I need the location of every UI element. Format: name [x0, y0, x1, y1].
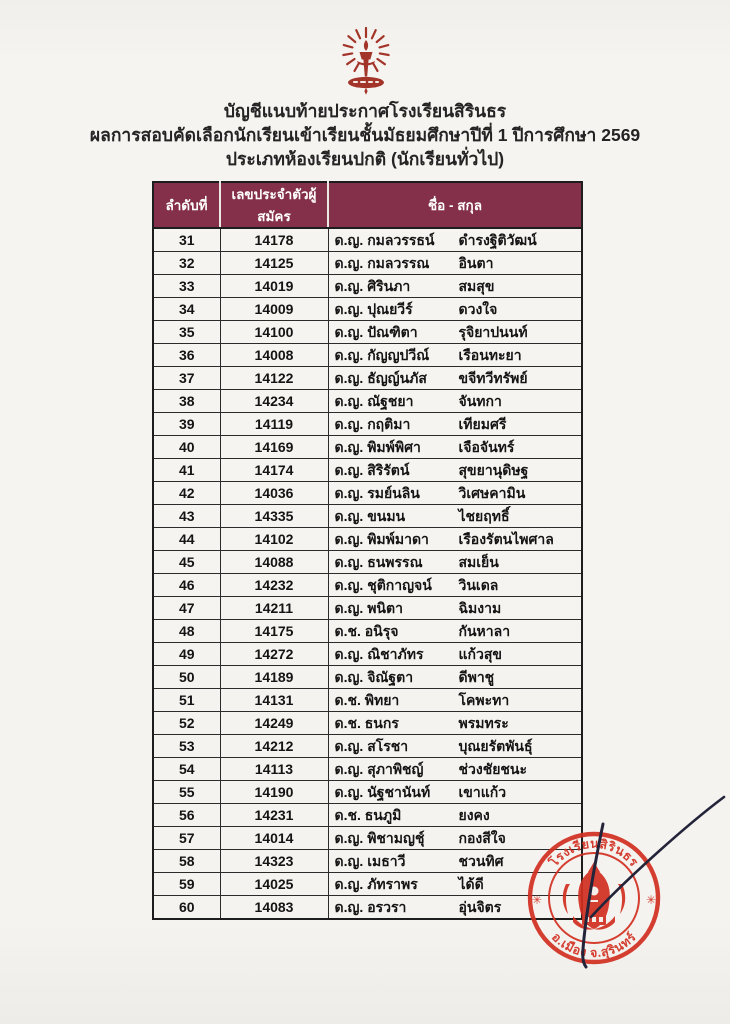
applicant-id-cell: 14113 [220, 758, 328, 781]
surname: สุขยานุดิษฐ [458, 462, 529, 478]
surname: กันหาลา [458, 623, 511, 639]
applicant-id-cell: 14008 [220, 344, 328, 367]
surname: ดีพาชู [458, 669, 495, 685]
applicant-id-cell: 14175 [220, 620, 328, 643]
given-name: ด.ญ. พนิตา [334, 600, 403, 616]
given-name: ด.ญ. เมธาวี [334, 853, 406, 869]
title-line-3: ประเภทห้องเรียนปกติ (นักเรียนทั่วไป) [225, 149, 505, 169]
applicant-id-cell: 14019 [220, 275, 328, 298]
name-cell [328, 597, 582, 620]
applicant-id-cell: 14249 [220, 712, 328, 735]
school-seal-stamp [495, 788, 730, 1016]
row-number-cell: 35 [153, 321, 220, 344]
name-cell [328, 367, 582, 390]
row-number-cell: 36 [153, 344, 220, 367]
row-number-cell: 45 [153, 551, 220, 574]
name-cell [328, 712, 582, 735]
surname: เรือนทะยา [458, 347, 522, 363]
applicant-id-cell: 14234 [220, 390, 328, 413]
row-number-cell: 32 [153, 252, 220, 275]
applicant-id-cell: 14212 [220, 735, 328, 758]
row-number-cell: 41 [153, 459, 220, 482]
name-cell [328, 436, 582, 459]
given-name: ด.ญ. ปุณยวีร์ [334, 301, 413, 317]
row-number-cell: 55 [153, 781, 220, 804]
applicant-id-cell: 14125 [220, 252, 328, 275]
given-name: ด.ญ. กฤติมา [334, 416, 411, 432]
school-logo-icon [324, 24, 408, 106]
surname: รุจิยาปนนท์ [458, 324, 528, 340]
surname: เรืองรัตนไพศาล [458, 531, 554, 547]
applicant-id-cell: 14190 [220, 781, 328, 804]
table-row [153, 413, 582, 436]
row-number-cell: 51 [153, 689, 220, 712]
row-number-cell: 34 [153, 298, 220, 321]
given-name: ด.ช. อนิรุจ [334, 623, 399, 639]
surname: ขจีทวีทรัพย์ [458, 370, 528, 386]
surname: กองสีใจ [458, 830, 506, 846]
stamp-right-star-icon: ✳ [645, 893, 657, 907]
applicant-id-cell: 14083 [220, 896, 328, 920]
given-name: ด.ญ. พิมพ์พิศา [334, 439, 421, 455]
applicant-id-cell: 14335 [220, 505, 328, 528]
name-cell [328, 735, 582, 758]
table-row [153, 367, 582, 390]
row-number-cell: 37 [153, 367, 220, 390]
title-line-1: บัญชีแนบท้ายประกาศโรงเรียนสิรินธร [223, 101, 507, 121]
surname: สมเย็น [458, 554, 499, 570]
given-name: ด.ญ. ธัญญ์นภัส [334, 370, 427, 386]
row-number-cell: 59 [153, 873, 220, 896]
table-row [153, 620, 582, 643]
name-cell [328, 344, 582, 367]
table-row [153, 275, 582, 298]
row-number-cell: 42 [153, 482, 220, 505]
table-row [153, 758, 582, 781]
given-name: ด.ช. ธนกร [334, 715, 399, 731]
surname: ได้ดี [458, 876, 484, 892]
given-name: ด.ญ. กัญญปวีณ์ [334, 347, 430, 363]
given-name: ด.ช. พิทยา [334, 692, 400, 708]
table-row [153, 228, 582, 252]
given-name: ด.ญ. ปัณฑิตา [334, 324, 418, 340]
applicant-id-cell: 14232 [220, 574, 328, 597]
row-number-cell: 39 [153, 413, 220, 436]
given-name: ด.ญ. กมลวรรธน์ [334, 232, 435, 248]
applicant-id-cell: 14189 [220, 666, 328, 689]
name-cell [328, 390, 582, 413]
row-number-cell: 38 [153, 390, 220, 413]
applicant-id-cell: 14169 [220, 436, 328, 459]
header-full-name: ชื่อ - สกุล [328, 182, 582, 228]
name-cell [328, 689, 582, 712]
name-cell [328, 228, 582, 252]
surname: แก้วสุข [458, 646, 502, 662]
surname: บุณยรัตพันธุ์ [458, 738, 533, 754]
row-number-cell: 50 [153, 666, 220, 689]
table-row [153, 712, 582, 735]
name-cell [328, 321, 582, 344]
surname: ชวนทิศ [458, 853, 504, 869]
name-cell [328, 620, 582, 643]
row-number-cell: 57 [153, 827, 220, 850]
table-row [153, 505, 582, 528]
given-name: ด.ญ. พิมพ์มาดา [334, 531, 429, 547]
applicant-id-cell: 14088 [220, 551, 328, 574]
row-number-cell: 54 [153, 758, 220, 781]
table-row [153, 666, 582, 689]
row-number-cell: 43 [153, 505, 220, 528]
name-cell [328, 528, 582, 551]
table-row [153, 689, 582, 712]
applicant-id-cell: 14119 [220, 413, 328, 436]
stamp-top-text: โรงเรียนสิรินธร [546, 836, 642, 870]
table-row [153, 459, 582, 482]
given-name: ด.ญ. ธนพรรณ [334, 554, 423, 570]
row-number-cell: 46 [153, 574, 220, 597]
row-number-cell: 58 [153, 850, 220, 873]
surname: เขาแก้ว [458, 784, 507, 800]
applicant-id-cell: 14323 [220, 850, 328, 873]
table-row [153, 321, 582, 344]
name-cell [328, 643, 582, 666]
given-name: ด.ญ. ณัฐชยา [334, 393, 414, 409]
given-name: ด.ญ. กมลวรรณ [334, 255, 430, 271]
table-row [153, 735, 582, 758]
row-number-cell: 48 [153, 620, 220, 643]
surname: ฉิมงาม [458, 600, 502, 616]
table-row [153, 528, 582, 551]
surname: อุ่นจิตร [458, 899, 502, 915]
row-number-cell: 31 [153, 228, 220, 252]
given-name: ด.ญ. ขนมน [334, 508, 406, 524]
table-row [153, 482, 582, 505]
name-cell [328, 459, 582, 482]
given-name: ด.ญ. อรวรา [334, 899, 407, 915]
table-row [153, 597, 582, 620]
table-row [153, 574, 582, 597]
stamp-bottom-text: อ.เมือง จ.สุรินทร์ [549, 929, 639, 961]
given-name: ด.ญ. สิริรัตน์ [334, 462, 410, 478]
applicant-id-cell: 14131 [220, 689, 328, 712]
title-line-2: ผลการสอบคัดเลือกนักเรียนเข้าเรียนชั้นมัธยมศึกษาปีที่ 1 ปีการศึกษา 2569 [89, 125, 641, 145]
surname: พรมทระ [458, 715, 509, 731]
surname: ดวงใจ [458, 301, 498, 317]
given-name: ด.ญ. พิชามญชุ์ [334, 830, 425, 846]
table-row [153, 436, 582, 459]
row-number-cell: 52 [153, 712, 220, 735]
given-name: ด.ญ. สุภาพิชญ์ [334, 761, 424, 777]
table-row [153, 643, 582, 666]
surname: อินตา [458, 255, 494, 271]
surname: สมสุข [458, 278, 495, 294]
surname: วิเศษคามิน [458, 485, 526, 501]
given-name: ด.ญ. นัฐชานันท์ [334, 784, 431, 800]
name-cell [328, 413, 582, 436]
given-name: ด.ญ. ชุติกาญจน์ [334, 577, 432, 593]
surname: จันทกา [458, 393, 502, 409]
stamp-left-star-icon: ✳ [531, 893, 543, 907]
header-applicant-id: เลขประจำตัวผู้สมัคร [220, 182, 328, 228]
name-cell [328, 551, 582, 574]
row-number-cell: 53 [153, 735, 220, 758]
row-number-cell: 49 [153, 643, 220, 666]
row-number-cell: 40 [153, 436, 220, 459]
name-cell [328, 482, 582, 505]
surname: โคพะทา [458, 692, 510, 708]
applicant-id-cell: 14174 [220, 459, 328, 482]
surname: วินเดล [458, 577, 499, 593]
row-number-cell: 47 [153, 597, 220, 620]
surname: ช่วงชัยชนะ [458, 761, 527, 777]
surname: ดำรงฐิติวัฒน์ [458, 232, 537, 248]
given-name: ด.ญ. สโรชา [334, 738, 409, 754]
given-name: ด.ญ. ศิรินภา [334, 278, 411, 294]
row-number-cell: 60 [153, 896, 220, 920]
document-title-block [0, 99, 730, 171]
given-name: ด.ช. ธนภูมิ [334, 807, 402, 823]
table-row [153, 390, 582, 413]
surname: เจือจันทร์ [458, 439, 515, 455]
table-row [153, 298, 582, 321]
name-cell [328, 252, 582, 275]
applicant-id-cell: 14272 [220, 643, 328, 666]
table-header-row [153, 182, 582, 228]
table-row [153, 344, 582, 367]
row-number-cell: 56 [153, 804, 220, 827]
given-name: ด.ญ. ภัทราพร [334, 876, 418, 892]
table-row [153, 252, 582, 275]
header-order-number: ลำดับที่ [153, 182, 220, 228]
name-cell [328, 666, 582, 689]
name-cell [328, 758, 582, 781]
applicant-id-cell: 14102 [220, 528, 328, 551]
name-cell [328, 275, 582, 298]
applicant-id-cell: 14036 [220, 482, 328, 505]
surname: เทียมศรี [458, 416, 507, 432]
table-row [153, 551, 582, 574]
given-name: ด.ญ. จิณัฐตา [334, 669, 414, 685]
row-number-cell: 33 [153, 275, 220, 298]
applicant-id-cell: 14211 [220, 597, 328, 620]
name-cell [328, 505, 582, 528]
row-number-cell: 44 [153, 528, 220, 551]
applicant-id-cell: 14122 [220, 367, 328, 390]
surname: ยงคง [458, 807, 490, 823]
given-name: ด.ญ. รมย์นลิน [334, 485, 420, 501]
applicant-id-cell: 14178 [220, 228, 328, 252]
name-cell [328, 574, 582, 597]
applicant-id-cell: 14025 [220, 873, 328, 896]
applicant-id-cell: 14231 [220, 804, 328, 827]
applicant-id-cell: 14100 [220, 321, 328, 344]
surname: ไชยฤทธิ์ [458, 508, 510, 524]
given-name: ด.ญ. ณิชาภัทร [334, 646, 424, 662]
name-cell [328, 298, 582, 321]
applicant-id-cell: 14014 [220, 827, 328, 850]
applicant-id-cell: 14009 [220, 298, 328, 321]
